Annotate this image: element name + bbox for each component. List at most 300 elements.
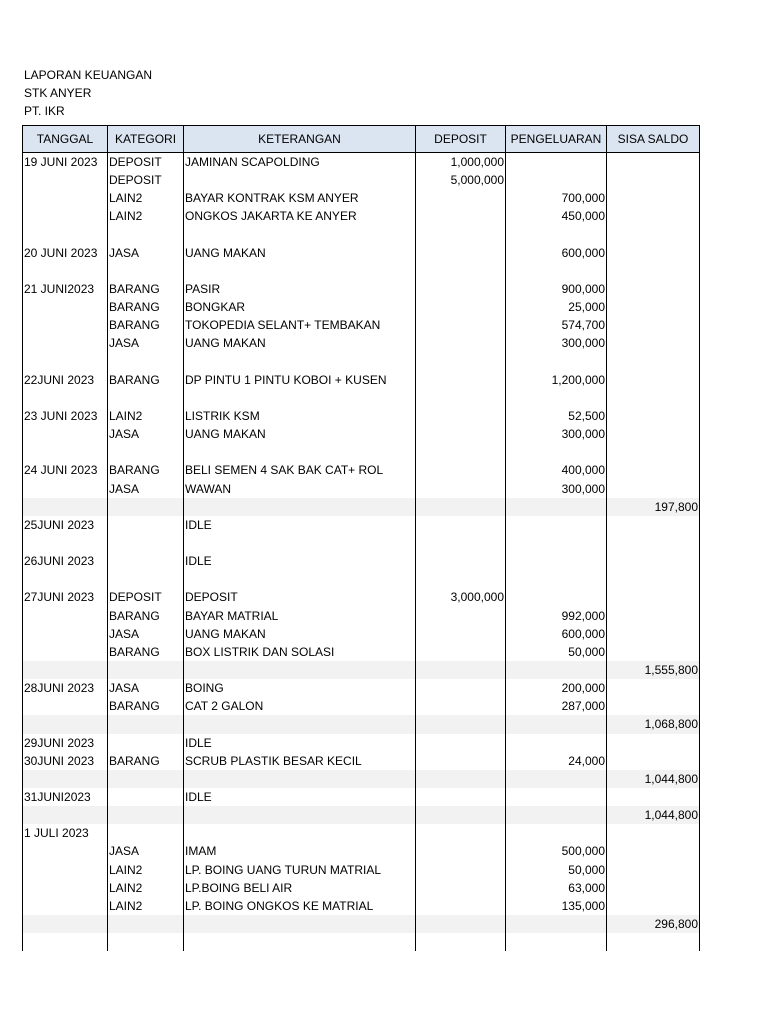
cell-pengeluaran [506,661,607,679]
cell-tanggal [23,353,108,371]
cell-deposit [416,915,506,933]
cell-sisa-saldo [607,516,700,534]
cell-sisa-saldo [607,371,700,389]
table-row [23,425,700,443]
cell-kategori: JASA [108,679,184,697]
cell-kategori [108,498,184,516]
cell-deposit [416,897,506,915]
subtotal-row [23,498,700,516]
cell-deposit [416,244,506,262]
cell-kategori [108,262,184,280]
cell-deposit [416,498,506,516]
cell-pengeluaran [506,516,607,534]
table-row [23,407,700,425]
cell-kategori: LAIN2 [108,897,184,915]
cell-keterangan [184,443,416,461]
cell-pengeluaran [506,498,607,516]
cell-deposit [416,607,506,625]
table-row [23,262,700,280]
cell-keterangan: LP. BOING UANG TURUN MATRIAL [184,860,416,878]
cell-tanggal [23,171,108,189]
table-row [23,860,700,878]
subtotal-row [23,915,700,933]
table-row [23,171,700,189]
cell-sisa-saldo [607,280,700,298]
cell-sisa-saldo [607,407,700,425]
cell-deposit [416,516,506,534]
table-row [23,316,700,334]
cell-kategori: LAIN2 [108,189,184,207]
cell-pengeluaran: 600,000 [506,244,607,262]
cell-deposit [416,842,506,860]
cell-keterangan [184,171,416,189]
table-row [23,734,700,752]
table-row [23,207,700,225]
cell-pengeluaran: 300,000 [506,334,607,352]
cell-tanggal [23,226,108,244]
subtotal-row [23,715,700,733]
cell-sisa-saldo [607,697,700,715]
cell-tanggal [23,625,108,643]
cell-kategori: BARANG [108,371,184,389]
cell-kategori: DEPOSIT [108,588,184,606]
table-row [23,679,700,697]
cell-sisa-saldo: 1,044,800 [607,806,700,824]
cell-kategori: BARANG [108,461,184,479]
subtotal-row [23,661,700,679]
cell-deposit [416,480,506,498]
cell-pengeluaran [506,353,607,371]
subtotal-row [23,770,700,788]
table-row [23,824,700,842]
cell-sisa-saldo [607,353,700,371]
cell-keterangan: UANG MAKAN [184,625,416,643]
cell-kategori: DEPOSIT [108,153,184,172]
cell-sisa-saldo [607,679,700,697]
cell-sisa-saldo [607,860,700,878]
table-row [23,298,700,316]
cell-pengeluaran [506,171,607,189]
table-row [23,443,700,461]
cell-pengeluaran: 700,000 [506,189,607,207]
cell-tanggal: 26JUNI 2023 [23,552,108,570]
cell-keterangan: SCRUB PLASTIK BESAR KECIL [184,752,416,770]
cell-keterangan [184,715,416,733]
column-header-sisa-saldo: SISA SALDO [607,126,700,153]
cell-kategori: BARANG [108,752,184,770]
financial-report-table [22,125,700,951]
cell-keterangan: BOING [184,679,416,697]
cell-tanggal: 30JUNI 2023 [23,752,108,770]
cell-keterangan: UANG MAKAN [184,425,416,443]
cell-deposit [416,353,506,371]
cell-keterangan: IMAM [184,842,416,860]
cell-deposit [416,570,506,588]
table-row [23,752,700,770]
cell-sisa-saldo [607,389,700,407]
cell-tanggal: 19 JUNI 2023 [23,153,108,172]
cell-sisa-saldo [607,552,700,570]
cell-tanggal: 25JUNI 2023 [23,516,108,534]
cell-tanggal [23,915,108,933]
cell-pengeluaran [506,788,607,806]
cell-tanggal [23,443,108,461]
cell-pengeluaran: 287,000 [506,697,607,715]
table-row [23,788,700,806]
cell-kategori: JASA [108,244,184,262]
cell-keterangan: ONGKOS JAKARTA KE ANYER [184,207,416,225]
cell-pengeluaran: 450,000 [506,207,607,225]
cell-pengeluaran: 900,000 [506,280,607,298]
cell-tanggal [23,607,108,625]
cell-deposit [416,389,506,407]
cell-keterangan: CAT 2 GALON [184,697,416,715]
cell-keterangan [184,534,416,552]
cell-pengeluaran: 992,000 [506,607,607,625]
cell-pengeluaran [506,389,607,407]
cell-pengeluaran: 574,700 [506,316,607,334]
cell-keterangan [184,933,416,951]
cell-tanggal [23,425,108,443]
cell-sisa-saldo [607,588,700,606]
cell-kategori [108,770,184,788]
cell-sisa-saldo [607,534,700,552]
cell-tanggal [23,643,108,661]
cell-deposit [416,879,506,897]
cell-keterangan [184,226,416,244]
cell-sisa-saldo [607,897,700,915]
cell-keterangan: IDLE [184,552,416,570]
table-row [23,226,700,244]
cell-tanggal [23,860,108,878]
cell-sisa-saldo [607,298,700,316]
cell-keterangan: WAWAN [184,480,416,498]
report-title: LAPORAN KEUANGAN [24,68,153,82]
cell-sisa-saldo [607,570,700,588]
cell-tanggal: 20 JUNI 2023 [23,244,108,262]
cell-keterangan: UANG MAKAN [184,244,416,262]
company-name: PT. IKR [24,104,65,118]
cell-deposit: 1,000,000 [416,153,506,172]
cell-sisa-saldo [607,153,700,172]
cell-keterangan [184,389,416,407]
cell-pengeluaran: 52,500 [506,407,607,425]
cell-deposit [416,534,506,552]
cell-deposit: 3,000,000 [416,588,506,606]
table-row [23,607,700,625]
table-row [23,280,700,298]
table-row [23,461,700,479]
cell-kategori: JASA [108,842,184,860]
cell-sisa-saldo [607,879,700,897]
cell-keterangan: BOX LISTRIK DAN SOLASI [184,643,416,661]
cell-pengeluaran: 63,000 [506,879,607,897]
cell-pengeluaran: 50,000 [506,860,607,878]
table-row [23,842,700,860]
cell-sisa-saldo: 296,800 [607,915,700,933]
cell-kategori: LAIN2 [108,207,184,225]
cell-sisa-saldo [607,425,700,443]
cell-sisa-saldo [607,189,700,207]
cell-sisa-saldo [607,625,700,643]
cell-deposit [416,661,506,679]
cell-keterangan: BAYAR MATRIAL [184,607,416,625]
table-row [23,244,700,262]
cell-pengeluaran: 500,000 [506,842,607,860]
cell-deposit [416,824,506,842]
cell-kategori [108,570,184,588]
cell-sisa-saldo: 197,800 [607,498,700,516]
cell-deposit: 5,000,000 [416,171,506,189]
cell-kategori [108,226,184,244]
table-row [23,897,700,915]
cell-tanggal [23,480,108,498]
cell-deposit [416,371,506,389]
cell-tanggal: 23 JUNI 2023 [23,407,108,425]
cell-sisa-saldo [607,788,700,806]
cell-deposit [416,443,506,461]
cell-tanggal [23,770,108,788]
cell-sisa-saldo [607,824,700,842]
cell-pengeluaran: 300,000 [506,425,607,443]
cell-keterangan: DEPOSIT [184,588,416,606]
table-row [23,153,700,172]
cell-keterangan [184,570,416,588]
cell-deposit [416,316,506,334]
cell-pengeluaran: 50,000 [506,643,607,661]
table-header-row [23,126,700,153]
cell-tanggal: 29JUNI 2023 [23,734,108,752]
table-body [23,153,700,952]
cell-tanggal [23,189,108,207]
cell-pengeluaran [506,552,607,570]
cell-pengeluaran: 135,000 [506,897,607,915]
table-row [23,625,700,643]
cell-pengeluaran [506,933,607,951]
cell-kategori: BARANG [108,607,184,625]
cell-tanggal [23,697,108,715]
cell-tanggal [23,316,108,334]
cell-tanggal [23,933,108,951]
cell-kategori: LAIN2 [108,879,184,897]
cell-kategori: JASA [108,480,184,498]
cell-keterangan [184,824,416,842]
column-header-deposit: DEPOSIT [416,126,506,153]
cell-deposit [416,189,506,207]
cell-pengeluaran [506,770,607,788]
cell-pengeluaran [506,824,607,842]
cell-sisa-saldo [607,262,700,280]
cell-deposit [416,806,506,824]
table-row [23,516,700,534]
table-row [23,570,700,588]
cell-tanggal [23,207,108,225]
cell-keterangan: LP.BOING BELI AIR [184,879,416,897]
cell-kategori [108,389,184,407]
column-header-tanggal: TANGGAL [23,126,108,153]
cell-pengeluaran [506,734,607,752]
cell-pengeluaran: 400,000 [506,461,607,479]
cell-kategori: BARANG [108,280,184,298]
cell-deposit [416,298,506,316]
table-row [23,334,700,352]
cell-keterangan: LISTRIK KSM [184,407,416,425]
cell-tanggal: 28JUNI 2023 [23,679,108,697]
cell-deposit [416,461,506,479]
cell-sisa-saldo [607,244,700,262]
table-row [23,552,700,570]
cell-tanggal [23,498,108,516]
cell-sisa-saldo [607,734,700,752]
table-row [23,643,700,661]
cell-kategori [108,715,184,733]
cell-deposit [416,788,506,806]
cell-deposit [416,425,506,443]
project-name: STK ANYER [24,86,92,100]
cell-kategori: BARANG [108,316,184,334]
cell-kategori: BARANG [108,643,184,661]
cell-kategori [108,443,184,461]
cell-pengeluaran [506,262,607,280]
cell-keterangan [184,661,416,679]
cell-tanggal: 22JUNI 2023 [23,371,108,389]
cell-tanggal [23,879,108,897]
cell-pengeluaran: 300,000 [506,480,607,498]
cell-deposit [416,715,506,733]
cell-kategori [108,806,184,824]
cell-deposit [416,734,506,752]
cell-kategori [108,933,184,951]
cell-sisa-saldo [607,752,700,770]
cell-keterangan: TOKOPEDIA SELANT+ TEMBAKAN [184,316,416,334]
cell-pengeluaran: 600,000 [506,625,607,643]
cell-sisa-saldo [607,171,700,189]
cell-kategori: DEPOSIT [108,171,184,189]
cell-kategori [108,353,184,371]
cell-pengeluaran [506,915,607,933]
cell-keterangan: UANG MAKAN [184,334,416,352]
cell-tanggal [23,334,108,352]
column-header-kategori: KATEGORI [108,126,184,153]
cell-keterangan: IDLE [184,788,416,806]
cell-kategori: BARANG [108,298,184,316]
cell-tanggal [23,389,108,407]
cell-keterangan [184,498,416,516]
cell-kategori: JASA [108,625,184,643]
cell-pengeluaran [506,588,607,606]
cell-deposit [416,226,506,244]
cell-pengeluaran [506,715,607,733]
cell-tanggal [23,897,108,915]
cell-deposit [416,280,506,298]
cell-tanggal: 31JUNI2023 [23,788,108,806]
table-row [23,353,700,371]
cell-keterangan: JAMINAN SCAPOLDING [184,153,416,172]
cell-sisa-saldo [607,207,700,225]
cell-pengeluaran [506,153,607,172]
cell-kategori: JASA [108,334,184,352]
cell-pengeluaran [506,570,607,588]
cell-tanggal [23,842,108,860]
cell-sisa-saldo [607,480,700,498]
cell-pengeluaran [506,443,607,461]
cell-sisa-saldo [607,607,700,625]
cell-keterangan [184,915,416,933]
cell-tanggal [23,570,108,588]
cell-kategori: LAIN2 [108,860,184,878]
cell-pengeluaran: 24,000 [506,752,607,770]
cell-keterangan: LP. BOING ONGKOS KE MATRIAL [184,897,416,915]
cell-keterangan: DP PINTU 1 PINTU KOBOI + KUSEN [184,371,416,389]
cell-tanggal: 21 JUNI2023 [23,280,108,298]
cell-sisa-saldo [607,334,700,352]
table-row [23,389,700,407]
cell-kategori: JASA [108,425,184,443]
cell-kategori [108,824,184,842]
table-row [23,189,700,207]
cell-keterangan [184,806,416,824]
cell-tanggal: 1 JULI 2023 [23,824,108,842]
cell-keterangan: IDLE [184,734,416,752]
cell-tanggal [23,262,108,280]
cell-keterangan: BONGKAR [184,298,416,316]
cell-kategori: LAIN2 [108,407,184,425]
cell-keterangan: BELI SEMEN 4 SAK BAK CAT+ ROL [184,461,416,479]
cell-kategori [108,661,184,679]
cell-kategori: BARANG [108,697,184,715]
cell-sisa-saldo: 1,555,800 [607,661,700,679]
cell-deposit [416,207,506,225]
table-row [23,371,700,389]
cell-deposit [416,643,506,661]
cell-deposit [416,770,506,788]
cell-keterangan [184,262,416,280]
cell-sisa-saldo: 1,044,800 [607,770,700,788]
column-header-keterangan: KETERANGAN [184,126,416,153]
cell-kategori [108,788,184,806]
cell-pengeluaran: 25,000 [506,298,607,316]
cell-keterangan [184,353,416,371]
cell-sisa-saldo [607,933,700,951]
cell-deposit [416,679,506,697]
cell-deposit [416,407,506,425]
cell-sisa-saldo [607,643,700,661]
cell-deposit [416,752,506,770]
cell-kategori [108,552,184,570]
cell-keterangan: BAYAR KONTRAK KSM ANYER [184,189,416,207]
table-row [23,879,700,897]
subtotal-row [23,806,700,824]
cell-tanggal [23,806,108,824]
cell-kategori [108,516,184,534]
cell-kategori [108,915,184,933]
table-row [23,480,700,498]
cell-pengeluaran: 200,000 [506,679,607,697]
cell-tanggal [23,298,108,316]
table-row [23,534,700,552]
cell-sisa-saldo: 1,068,800 [607,715,700,733]
table-row [23,588,700,606]
cell-deposit [416,552,506,570]
cell-tanggal [23,661,108,679]
cell-sisa-saldo [607,316,700,334]
cell-tanggal [23,534,108,552]
cell-tanggal: 24 JUNI 2023 [23,461,108,479]
cell-tanggal: 27JUNI 2023 [23,588,108,606]
table-row [23,933,700,951]
cell-tanggal [23,715,108,733]
table-row [23,697,700,715]
